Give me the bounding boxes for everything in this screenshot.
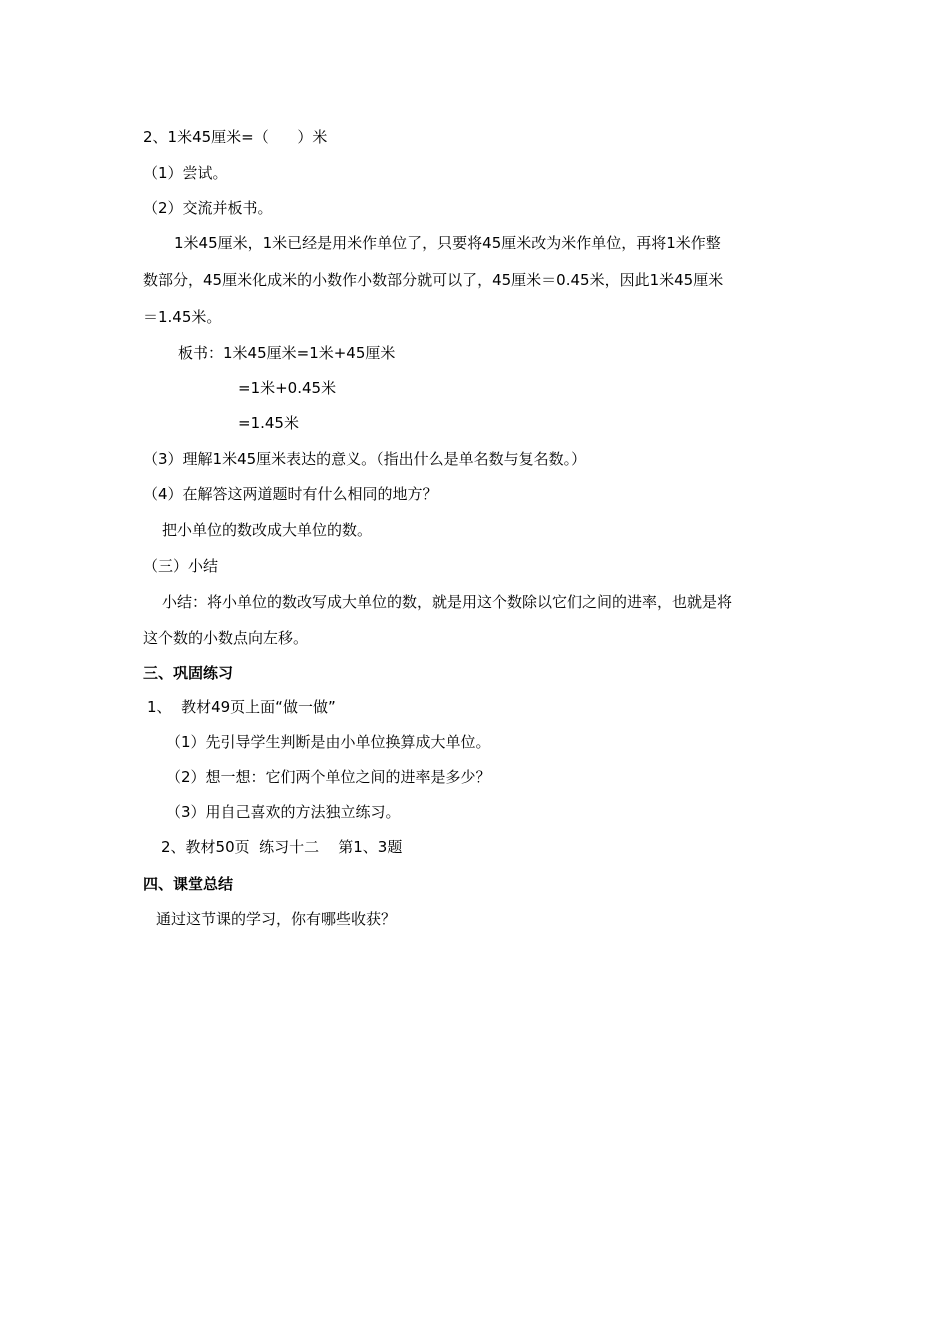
blackboard-line-3: =1.45米 (238, 414, 299, 432)
summary-heading: （三）小结 (143, 557, 219, 575)
exercise-1-step-2: （2）想一想：它们两个单位之间的进率是多少？ (166, 768, 491, 786)
question-2-step-4: （4）在解答这两道题时有什么相同的地方？ (143, 485, 438, 503)
explanation-line-2: 数部分，45厘米化成米的小数作小数部分就可以了，45厘米＝0.45米，因此1米45厘米 (143, 271, 724, 289)
blackboard-line-1: 板书：1米45厘米=1米+45厘米 (178, 344, 396, 362)
exercise-2: 2、教材50页 练习十二 第1、3题 (161, 838, 403, 856)
section-3-heading: 三、巩固练习 (143, 664, 234, 682)
summary-line-1: 小结：将小单位的数改写成大单位的数，就是用这个数除以它们之间的进率，也就是将 (162, 593, 733, 611)
exercise-1-step-3: （3）用自己喜欢的方法独立练习。 (166, 803, 401, 821)
exercise-1-step-1: （1）先引导学生判断是由小单位换算成大单位。 (166, 733, 491, 751)
section-4-heading: 四、课堂总结 (143, 875, 234, 893)
summary-line-2: 这个数的小数点向左移。 (143, 629, 309, 647)
question-2-step-3: （3）理解1米45厘米表达的意义。（指出什么是单名数与复名数。） (143, 450, 587, 468)
step-4-answer: 把小单位的数改成大单位的数。 (162, 521, 373, 539)
question-2-step-2: （2）交流并板书。 (143, 199, 273, 217)
question-2-step-1: （1）尝试。 (143, 164, 228, 182)
closing-question: 通过这节课的学习，你有哪些收获？ (156, 910, 397, 928)
blackboard-line-2: =1米+0.45米 (238, 379, 337, 397)
exercise-1: 1、 教材49页上面“做一做” (147, 698, 336, 716)
explanation-line-1: 1米45厘米，1米已经是用米作单位了，只要将45厘米改为米作单位，再将1米作整 (174, 234, 721, 252)
question-2-title: 2、1米45厘米=（ ）米 (143, 128, 328, 146)
explanation-line-3: ＝1.45米。 (143, 308, 222, 326)
